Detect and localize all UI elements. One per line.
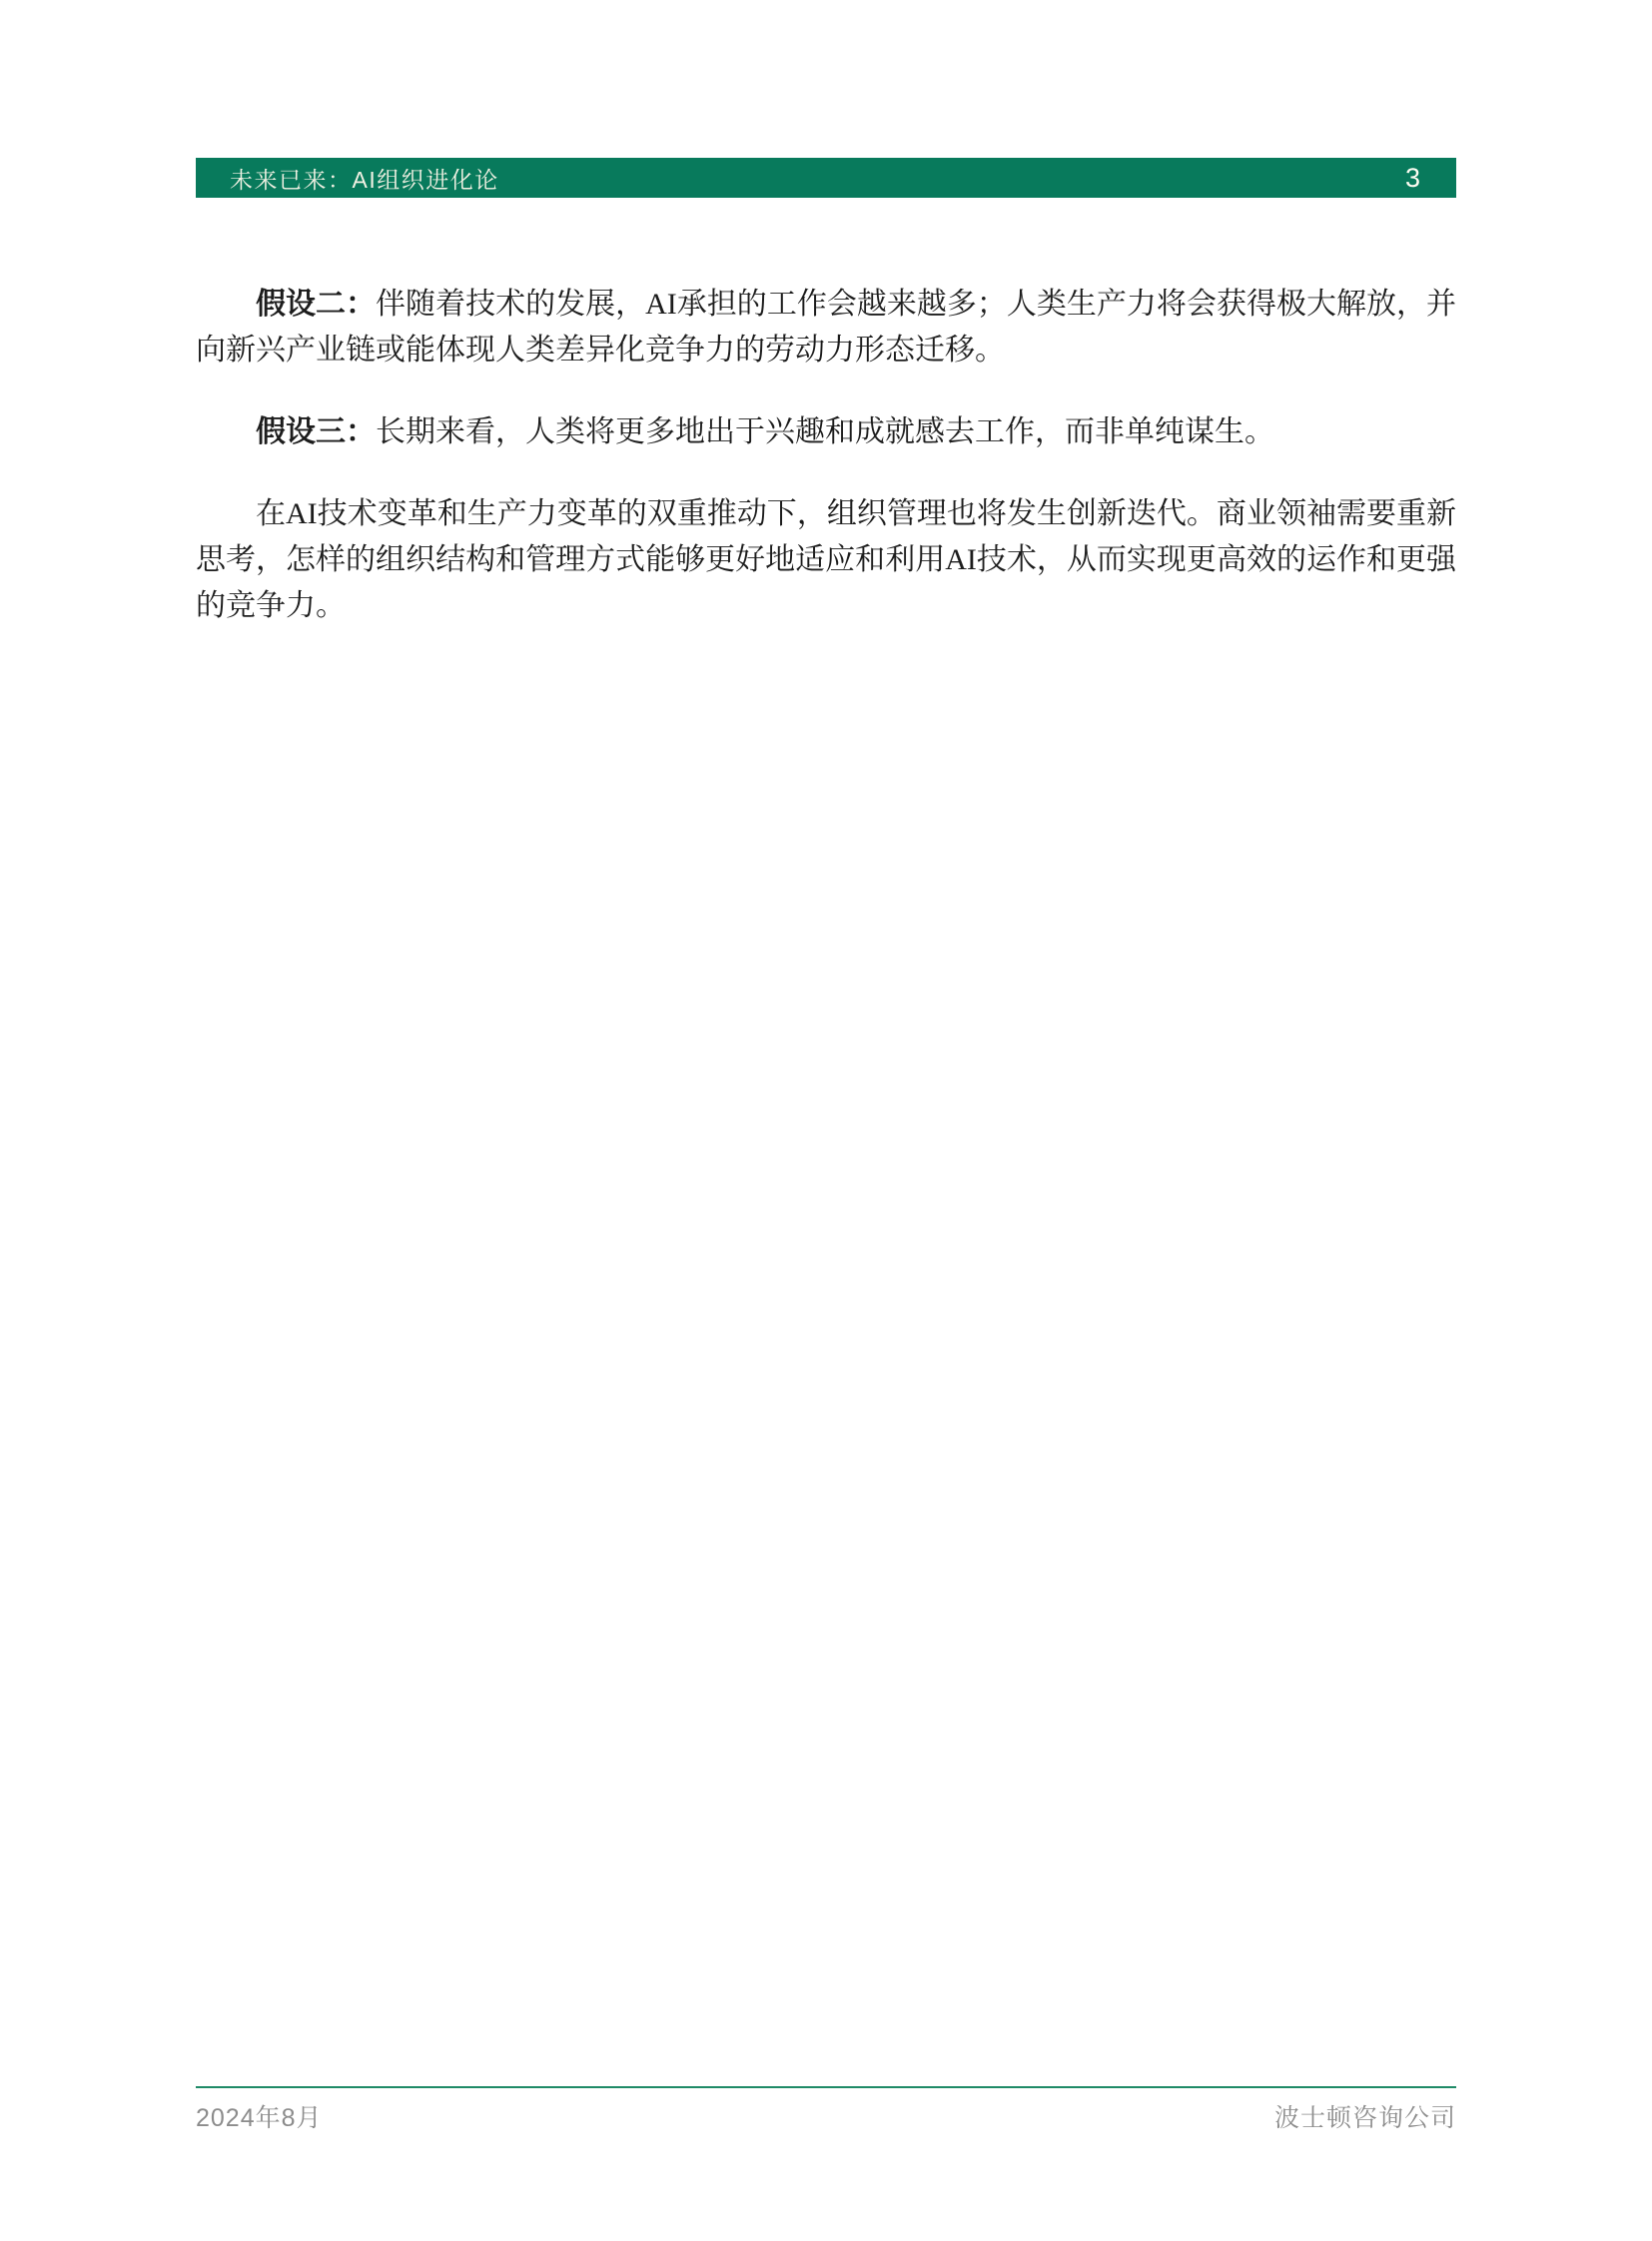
paragraph-lead-label: 假设三： [256,415,376,448]
footer-company-name: 波士顿咨询公司 [1273,2104,1456,2132]
page-number: 3 [1404,162,1420,193]
paragraph-text: 长期来看，人类将更多地出于兴趣和成就感去工作，而非单纯谋生。 [376,415,1274,448]
body-text [196,282,1456,665]
paragraph-text: 伴随着技术的发展，AI承担的工作会越来越多；人类生产力将会获得极大解放，并向新兴产业链或能体现人类差异化竞争力的劳动力形态迁移。 [196,288,1457,367]
paragraph-hypothesis-2 [196,282,1456,374]
paragraph-lead-label: 假设二： [256,288,377,321]
report-title: 未来已来：AI组织进化论 [230,166,499,193]
footer-divider-line [196,2086,1456,2088]
footer-date: 2024年8月 [196,2104,323,2132]
paragraph-conclusion [196,491,1456,629]
page-header-bar [196,158,1456,198]
paragraph-text: 在AI技术变革和生产力变革的双重推动下，组织管理也将发生创新迭代。商业领袖需要重新思考，怎样的组织结构和管理方式能够更好地适应和利用AI技术，从而实现更高效的运作和更强的竞争力。 [196,497,1456,622]
paragraph-hypothesis-3 [196,409,1456,455]
page-footer [196,2098,1456,2134]
